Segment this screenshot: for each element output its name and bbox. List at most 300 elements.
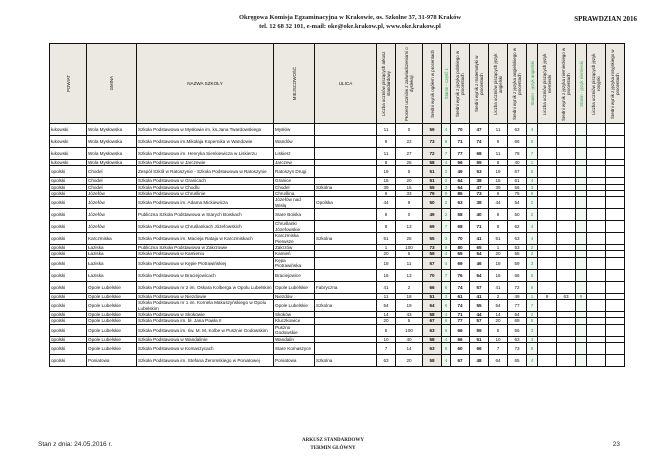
value-cell: 7 (527, 148, 538, 160)
value-cell: 5 (396, 166, 423, 178)
powiat-cell: opolski (50, 251, 87, 257)
footer-center (283, 437, 383, 453)
street-cell: Szkolna (315, 300, 377, 312)
value-cell: 73 (423, 245, 442, 251)
value-cell: 55 (508, 251, 527, 257)
value-cell (576, 324, 587, 336)
value-cell (576, 166, 587, 178)
document-header (150, 13, 550, 31)
school-name-cell: Szkoła Podstawowa w Niezdowie (137, 293, 274, 299)
column-header (527, 44, 538, 124)
locality-cell: Jarczew (274, 160, 315, 166)
footer-sheet-type: ARKUSZ STANDARDOWY (302, 438, 364, 443)
value-cell: 51 (423, 178, 442, 184)
value-cell: 6 (489, 190, 508, 196)
school-name-cell: Publiczna Szkoła Podstawowa w Starych Boiskach (137, 209, 274, 221)
value-cell: 64 (489, 354, 508, 366)
value-cell (576, 269, 587, 281)
value-cell (606, 148, 625, 160)
value-cell: 2 (442, 293, 451, 299)
value-cell: 1 (377, 245, 396, 251)
value-cell (576, 354, 587, 366)
value-cell (587, 300, 606, 312)
value-cell (538, 221, 557, 233)
value-cell: 3 (527, 184, 538, 190)
value-cell: 50 (508, 209, 527, 221)
value-cell: 4 (442, 124, 451, 136)
powiat-cell: opolski (50, 257, 87, 269)
value-cell (606, 300, 625, 312)
value-cell: 49 (508, 293, 527, 299)
value-cell: 3 (527, 257, 538, 269)
value-cell: 68 (451, 221, 470, 233)
value-cell: 6 (442, 300, 451, 312)
gmina-cell: Łaziska (87, 251, 137, 257)
value-cell: 33 (396, 190, 423, 196)
value-cell: 2 (396, 281, 423, 293)
value-cell: 63 (508, 336, 527, 342)
locality-cell: Opole Lubelskie (274, 281, 315, 293)
column-header (470, 44, 489, 124)
value-cell: 11 (396, 257, 423, 269)
value-cell: 2 (527, 209, 538, 221)
locality-cell: Kępa Piotrawińska (274, 257, 315, 269)
value-cell: 55 (423, 184, 442, 190)
street-cell (315, 124, 377, 136)
value-cell: 54 (470, 251, 489, 257)
value-cell: 2 (527, 245, 538, 251)
locality-cell: Chruślina (274, 190, 315, 196)
value-cell (587, 221, 606, 233)
value-cell: 7 (442, 221, 451, 233)
locality-cell: Wandalin (274, 336, 315, 342)
value-cell: 55 (423, 233, 442, 245)
powiat-cell: opolski (50, 312, 87, 318)
value-cell: 15 (396, 184, 423, 190)
value-cell: 66 (508, 269, 527, 281)
table-row (50, 354, 625, 366)
value-cell (606, 269, 625, 281)
value-cell: 58 (451, 209, 470, 221)
value-cell: 78 (508, 148, 527, 160)
column-header (489, 44, 508, 124)
value-cell: 57 (470, 318, 489, 324)
value-cell (557, 354, 576, 366)
value-cell: 19 (377, 166, 396, 178)
value-cell (587, 342, 606, 354)
value-cell: 7 (442, 148, 451, 160)
value-cell (538, 281, 557, 293)
value-cell: 8 (442, 136, 451, 148)
locality-cell: Granice (274, 178, 315, 184)
locality-cell: Niezdów (274, 293, 315, 299)
value-cell: 59 (470, 160, 489, 166)
value-cell: 53 (470, 166, 489, 178)
value-cell: 25 (396, 160, 423, 166)
value-cell: 6 (527, 342, 538, 354)
value-cell (576, 221, 587, 233)
value-cell: 64 (423, 300, 442, 312)
column-header-label: Procent uczniów z zaświadczeniami o dysleksji (404, 46, 414, 121)
value-cell: 6 (527, 281, 538, 293)
value-cell: 80 (451, 245, 470, 251)
value-cell: 44 (470, 312, 489, 318)
value-cell (587, 257, 606, 269)
school-name-cell: Zespół Szkół w Ratoszynie - Szkoła Podstawowa w Ratoszynie (137, 166, 274, 178)
header-contact: tel. 12 68 32 101, e-mail: oke@oke.krakow.pl, www.oke.krakow.pl (259, 23, 441, 30)
value-cell (576, 124, 587, 136)
school-name-cell: Szkoła Podstawowa w Jarczewie (137, 160, 274, 166)
powiat-cell: łukowski (50, 124, 87, 136)
value-cell: 50 (423, 197, 442, 209)
gmina-cell: Opole Lubelskie (87, 293, 137, 299)
value-cell: 2 (442, 178, 451, 184)
locality-cell: Liskierz (274, 148, 315, 160)
value-cell: 14 (377, 312, 396, 318)
value-cell: 0 (396, 124, 423, 136)
school-name-cell: Szkoła Podstawowa w Chruślankach Józefowskich (137, 221, 274, 233)
value-cell: 1 (527, 160, 538, 166)
value-cell (587, 124, 606, 136)
school-name-cell: Szkoła Podstawowa w Mysłowie im. ks.Jana Twardowskiego (137, 124, 274, 136)
value-cell: 57 (470, 281, 489, 293)
street-cell: Fabryczna (315, 281, 377, 293)
school-name-cell: Publiczna Szkoła Podstawowa w Zakrzowie (137, 245, 274, 251)
street-cell (315, 324, 377, 336)
value-cell: 74 (451, 300, 470, 312)
value-cell (557, 300, 576, 312)
value-cell (538, 269, 557, 281)
locality-cell: Braciejowice (274, 269, 315, 281)
school-name-cell: Szkoła Podstawowa im. Henryka Sienkiewicza w Liskierzu (137, 148, 274, 160)
value-cell (538, 166, 557, 178)
locality-cell: Kluczkowice (274, 318, 315, 324)
value-cell: 41 (489, 281, 508, 293)
value-cell: 63 (423, 342, 442, 354)
value-cell: 2 (442, 166, 451, 178)
value-cell: 8 (489, 221, 508, 233)
column-header (396, 44, 423, 124)
value-cell: 69 (451, 257, 470, 269)
value-cell: 41 (470, 233, 489, 245)
value-cell: 20 (377, 318, 396, 324)
value-cell (606, 281, 625, 293)
locality-cell: Kamień (274, 251, 315, 257)
school-name-cell: Szkoła Podstawowa im. Stefana Żeromskiego w Poniatowej (137, 354, 274, 366)
value-cell (587, 269, 606, 281)
gmina-cell: Opole Lubelskie (87, 342, 137, 354)
value-cell: 54 (508, 197, 527, 209)
value-cell: 2 (442, 197, 451, 209)
value-cell: 59 (423, 124, 442, 136)
locality-cell: Józefów nad Wisłą (274, 197, 315, 209)
value-cell: 66 (508, 136, 527, 148)
value-cell: 11 (489, 148, 508, 160)
value-cell (557, 257, 576, 269)
locality-cell: Mysłów (274, 124, 315, 136)
value-cell: 57 (423, 257, 442, 269)
powiat-cell: łukowski (50, 136, 87, 148)
gmina-cell: Chodel (87, 184, 137, 190)
value-cell: 3 (527, 324, 538, 336)
value-cell: 44 (377, 197, 396, 209)
gmina-cell: Łaziska (87, 257, 137, 269)
value-cell: 100 (396, 245, 423, 251)
value-cell: 56 (508, 324, 527, 336)
value-cell: 72 (423, 148, 442, 160)
value-cell (557, 233, 576, 245)
school-name-cell: Szkoła Podstawowa w Kamieniu (137, 251, 274, 257)
powiat-cell: opolski (50, 178, 87, 184)
value-cell: 59 (470, 324, 489, 336)
value-cell: 4 (442, 336, 451, 342)
gmina-cell: Józefów (87, 209, 137, 221)
value-cell: 56 (451, 160, 470, 166)
gmina-cell: Opole Lubelskie (87, 281, 137, 293)
street-cell: Opolska (315, 197, 377, 209)
value-cell: 18 (396, 293, 423, 299)
value-cell (538, 300, 557, 312)
value-cell: 16 (377, 269, 396, 281)
powiat-cell: opolski (50, 221, 87, 233)
value-cell: 66 (451, 336, 470, 342)
value-cell (576, 233, 587, 245)
table-row (50, 124, 625, 136)
value-cell: 58 (423, 354, 442, 366)
value-cell: 6 (489, 209, 508, 221)
value-cell (606, 257, 625, 269)
value-cell (606, 342, 625, 354)
value-cell: 47 (470, 124, 489, 136)
street-cell (315, 269, 377, 281)
column-header-label: Liczba uczniów piszących arkusz standardowy (381, 51, 391, 116)
value-cell: 39 (377, 184, 396, 190)
value-cell: 4 (442, 312, 451, 318)
value-cell: 4 (527, 233, 538, 245)
street-cell (315, 342, 377, 354)
value-cell: 18 (489, 257, 508, 269)
column-header (606, 44, 625, 124)
value-cell: 49 (423, 209, 442, 221)
locality-cell: Opole Lubelskie (274, 300, 315, 312)
value-cell: 2 (527, 312, 538, 318)
value-cell: 40 (508, 160, 527, 166)
column-header-label: Liczba uczniów piszących język rosyjski (591, 52, 601, 115)
value-cell: 49 (451, 166, 470, 178)
value-cell (538, 233, 557, 245)
school-name-cell: Szkoła Podstawowa w Braciejowicach (137, 269, 274, 281)
locality-cell: Zakrzów (274, 245, 315, 251)
value-cell: 40 (470, 209, 489, 221)
value-cell: 68 (470, 148, 489, 160)
value-cell: 38 (470, 178, 489, 184)
value-cell (557, 148, 576, 160)
powiat-cell: opolski (50, 269, 87, 281)
value-cell: 15 (377, 178, 396, 184)
value-cell: 5 (396, 251, 423, 257)
value-cell: 71 (470, 221, 489, 233)
powiat-cell: łukowski (50, 148, 87, 160)
value-cell (538, 209, 557, 221)
value-cell: 14 (396, 342, 423, 354)
value-cell (557, 197, 576, 209)
school-name-cell: Szkoła Podstawowa im. św. M. M. Kolbe w Pusznie Godowskim (137, 324, 274, 336)
value-cell: 64 (470, 269, 489, 281)
value-cell (576, 257, 587, 269)
value-cell: 64 (451, 184, 470, 190)
value-cell: 6 (442, 281, 451, 293)
value-cell: 73 (423, 136, 442, 148)
value-cell (576, 281, 587, 293)
gmina-cell: Opole Lubelskie (87, 300, 137, 312)
powiat-cell: opolski (50, 233, 87, 245)
table-row (50, 197, 625, 209)
value-cell: 7 (442, 269, 451, 281)
value-cell: 5 (489, 324, 508, 336)
value-cell: 3 (442, 233, 451, 245)
value-cell: 59 (423, 251, 442, 257)
value-cell: 71 (451, 312, 470, 318)
value-cell: 10 (377, 336, 396, 342)
value-cell (576, 197, 587, 209)
powiat-cell: opolski (50, 354, 87, 366)
column-header-label: Średni wynik ogółem w procentach (429, 49, 435, 118)
value-cell: 100 (396, 324, 423, 336)
value-cell: 65 (508, 354, 527, 366)
value-cell: 59 (508, 257, 527, 269)
column-header (274, 44, 315, 124)
value-cell: 2 (489, 293, 508, 299)
value-cell: 5 (377, 324, 396, 336)
table-row (50, 300, 625, 312)
value-cell: 41 (470, 293, 489, 299)
value-cell (606, 324, 625, 336)
value-cell: 43 (396, 312, 423, 318)
value-cell: 8 (442, 245, 451, 251)
value-cell: 63 (508, 124, 527, 136)
value-cell (587, 148, 606, 160)
powiat-cell: opolski (50, 300, 87, 312)
value-cell: 11 (489, 124, 508, 136)
value-cell: 70 (423, 269, 442, 281)
value-cell: 60 (451, 342, 470, 354)
locality-cell: Skoków (274, 312, 315, 318)
value-cell: 51 (423, 166, 442, 178)
value-cell: 19 (396, 300, 423, 312)
street-cell (315, 221, 377, 233)
locality-cell: Poniatowa (274, 354, 315, 366)
value-cell: 5 (396, 318, 423, 324)
street-cell (315, 257, 377, 269)
value-cell: 13 (396, 269, 423, 281)
value-cell: 13 (396, 221, 423, 233)
gmina-cell: Chodel (87, 178, 137, 184)
value-cell: 22 (396, 136, 423, 148)
value-cell (587, 233, 606, 245)
column-header-label: Stanin - część 1 (443, 67, 449, 100)
value-cell: 41 (377, 281, 396, 293)
value-cell: 1 (527, 293, 538, 299)
school-name-cell: Szkoła Podstawowa w Skokowie (137, 312, 274, 318)
value-cell: 63 (557, 293, 576, 299)
value-cell: 73 (508, 342, 527, 354)
gmina-cell: Józefów (87, 221, 137, 233)
locality-cell: Stare Boiska (274, 209, 315, 221)
table-row (50, 233, 625, 245)
powiat-cell: opolski (50, 190, 87, 196)
column-header (315, 44, 377, 124)
value-cell (576, 148, 587, 160)
school-name-cell: Szkoła Podstawowa nr 2 im. Oskara Kolberga w Opolu Lubelskim (137, 281, 274, 293)
column-header-label: Średni wynik z języka angielskiego w procentach (512, 47, 522, 120)
school-name-cell: Szkoła Podstawowa im. Macieja Rataja w Karczmiskach (137, 233, 274, 245)
value-cell: 8 (377, 160, 396, 166)
locality-cell: Chodel (274, 184, 315, 190)
column-header-label: Średni wynik z języka rosyjskiego w procentach (610, 48, 620, 119)
value-cell (606, 124, 625, 136)
value-cell: 20 (396, 354, 423, 366)
value-cell: 48 (470, 354, 489, 366)
column-header (587, 44, 606, 124)
powiat-cell: opolski (50, 318, 87, 324)
value-cell: 4 (527, 124, 538, 136)
value-cell (557, 324, 576, 336)
table-row (50, 209, 625, 221)
column-header (451, 44, 470, 124)
value-cell: 66 (470, 342, 489, 354)
school-name-cell: Szkoła Podstawowa w Chruślinie (137, 190, 274, 196)
column-header (87, 44, 137, 124)
value-cell (606, 354, 625, 366)
value-cell: 5 (442, 342, 451, 354)
value-cell: 58 (423, 336, 442, 342)
table-row (50, 257, 625, 269)
value-cell: 71 (451, 136, 470, 148)
value-cell (576, 209, 587, 221)
value-cell (538, 197, 557, 209)
value-cell: 65 (470, 245, 489, 251)
gmina-cell: Łaziska (87, 269, 137, 281)
powiat-cell: opolski (50, 336, 87, 342)
column-header (538, 44, 557, 124)
value-cell: 55 (470, 300, 489, 312)
value-cell: 47 (470, 184, 489, 190)
table-row (50, 148, 625, 160)
gmina-cell: Łaziska (87, 245, 137, 251)
results-table (49, 43, 625, 367)
street-cell (315, 166, 377, 178)
value-cell: 75 (508, 190, 527, 196)
value-cell: 67 (423, 318, 442, 324)
powiat-cell: opolski (50, 281, 87, 293)
column-header-label: ULICA (338, 80, 353, 86)
column-header-label: Średni wynik z języka polskiego w procentach (455, 50, 465, 117)
table-row (50, 166, 625, 178)
value-cell (606, 209, 625, 221)
locality-cell: Puszno Godowskie (274, 324, 315, 336)
value-cell: 20 (489, 251, 508, 257)
value-cell: 39 (489, 184, 508, 190)
value-cell: 63 (508, 233, 527, 245)
value-cell (606, 233, 625, 245)
value-cell (557, 166, 576, 178)
value-cell: 46 (470, 257, 489, 269)
street-cell: Szkolna (315, 184, 377, 190)
value-cell: 4 (527, 336, 538, 342)
value-cell: 66 (451, 324, 470, 336)
value-cell (538, 148, 557, 160)
gmina-cell: Chodel (87, 166, 137, 178)
